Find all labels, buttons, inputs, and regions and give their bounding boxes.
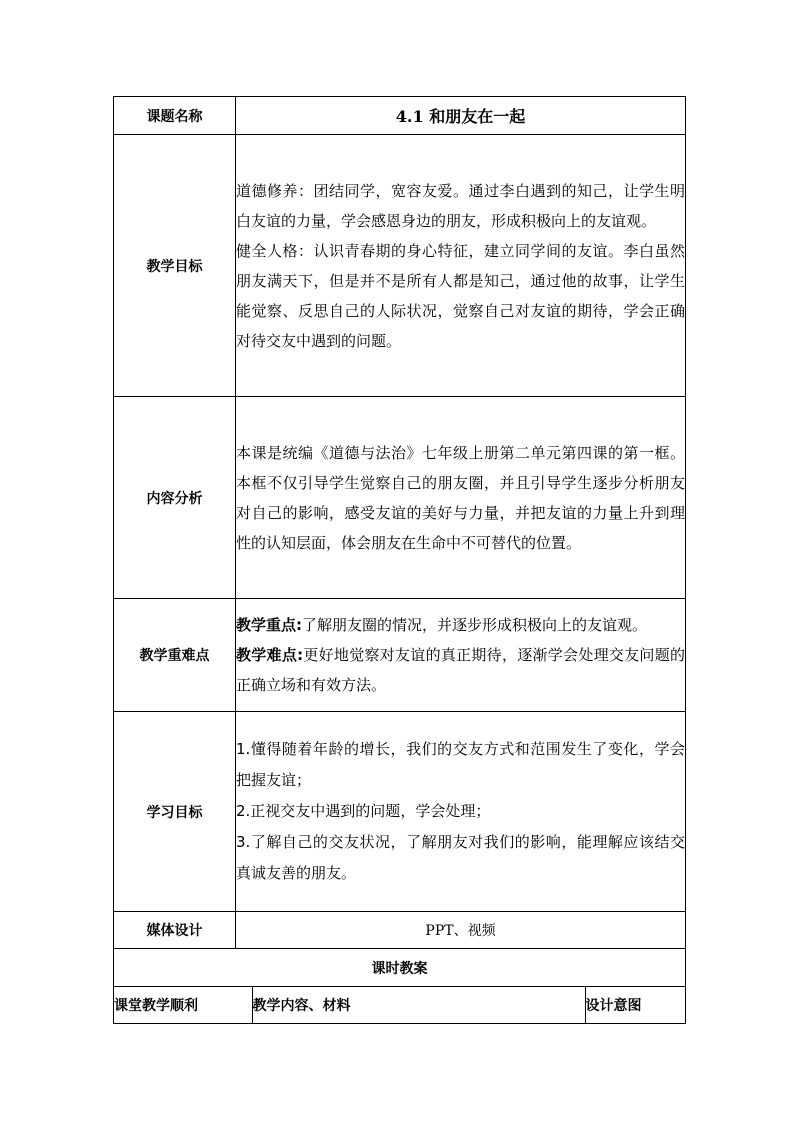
goals-paragraph-1: 道德修养：团结同学，宽容友爱。通过李白遇到的知己，让学生明白友谊的力量，学会感恩身边的朋友，形成积极向上的友谊观。: [236, 181, 685, 230]
media-row: [114, 912, 686, 949]
section-row: [114, 949, 686, 987]
column-header-row: [114, 987, 686, 1024]
key-point-paragraph: 教学重点:了解朋友圈的情况，并逐步形成积极向上的友谊观。: [236, 616, 648, 634]
objectives-row: [114, 712, 686, 912]
column-teaching-content: 教学内容、材料: [252, 987, 585, 1023]
lesson-title: 4.1 和朋友在一起: [236, 97, 686, 135]
media-label: 媒体设计: [114, 912, 236, 949]
media-value: PPT、视频: [236, 912, 686, 949]
difficulty-paragraph: 教学难点:更好地觉察对友谊的真正期待，逐渐学会处理交友问题的正确立场和有效方法。: [236, 646, 685, 694]
analysis-paragraph: 本课是统编《道德与法治》七年级上册第二单元第四课的第一框。本框不仅引导学生觉察自己的朋友圈，并且引导学生逐步分析朋友对自己的影响，感受友谊的美好与力量，并把友谊的力量上升到理性的认知层面，体会朋友在生命中不可替代的位置。: [236, 443, 685, 552]
keypoints-content: [236, 599, 686, 712]
keypoints-label: 教学重难点: [114, 599, 236, 712]
difficulty-text: 更好地觉察对友谊的真正期待，逐渐学会处理交友问题的正确立场和有效方法。: [236, 646, 685, 694]
analysis-content: [236, 397, 686, 599]
key-point-title: 教学重点: [236, 616, 297, 634]
difficulty-title: 教学难点: [236, 646, 298, 664]
lesson-plan-table: [113, 96, 686, 1024]
objective-item-2: 2.正视交友中遇到的问题，学会处理；: [236, 802, 491, 820]
objective-item-3: 3.了解自己的交友状况，了解朋友对我们的影响，能理解应该结交真诚友善的朋友。: [236, 833, 685, 882]
column-design-intent: 设计意图: [585, 987, 686, 1023]
column-header-table: [114, 987, 686, 1023]
section-title: 课时教案: [114, 949, 686, 987]
title-row: [114, 97, 686, 135]
analysis-row: [114, 397, 686, 599]
goals-row: [114, 135, 686, 397]
column-teaching-order: 课堂教学顺利: [114, 998, 198, 1014]
keypoints-row: [114, 599, 686, 712]
goals-paragraph-2: 健全人格：认识青春期的身心特征，建立同学间的友谊。李白虽然朋友满天下，但是并不是所有人都是知己，通过他的故事，让学生能觉察、反思自己的人际状况，觉察自己对友谊的期待，学会正确对待交友中遇到的问题。: [236, 241, 685, 350]
key-point-text: 了解朋友圈的情况，并逐步形成积极向上的友谊观。: [302, 616, 648, 634]
objective-item-1: 1.懂得随着年龄的增长，我们的交友方式和范围发生了变化，学会把握友谊；: [236, 740, 685, 789]
objectives-label: 学习目标: [114, 712, 236, 912]
title-label: 课题名称: [114, 97, 236, 135]
objectives-content: [236, 712, 686, 912]
goals-content: [236, 135, 686, 397]
analysis-label: 内容分析: [114, 397, 236, 599]
goals-label: 教学目标: [114, 135, 236, 397]
